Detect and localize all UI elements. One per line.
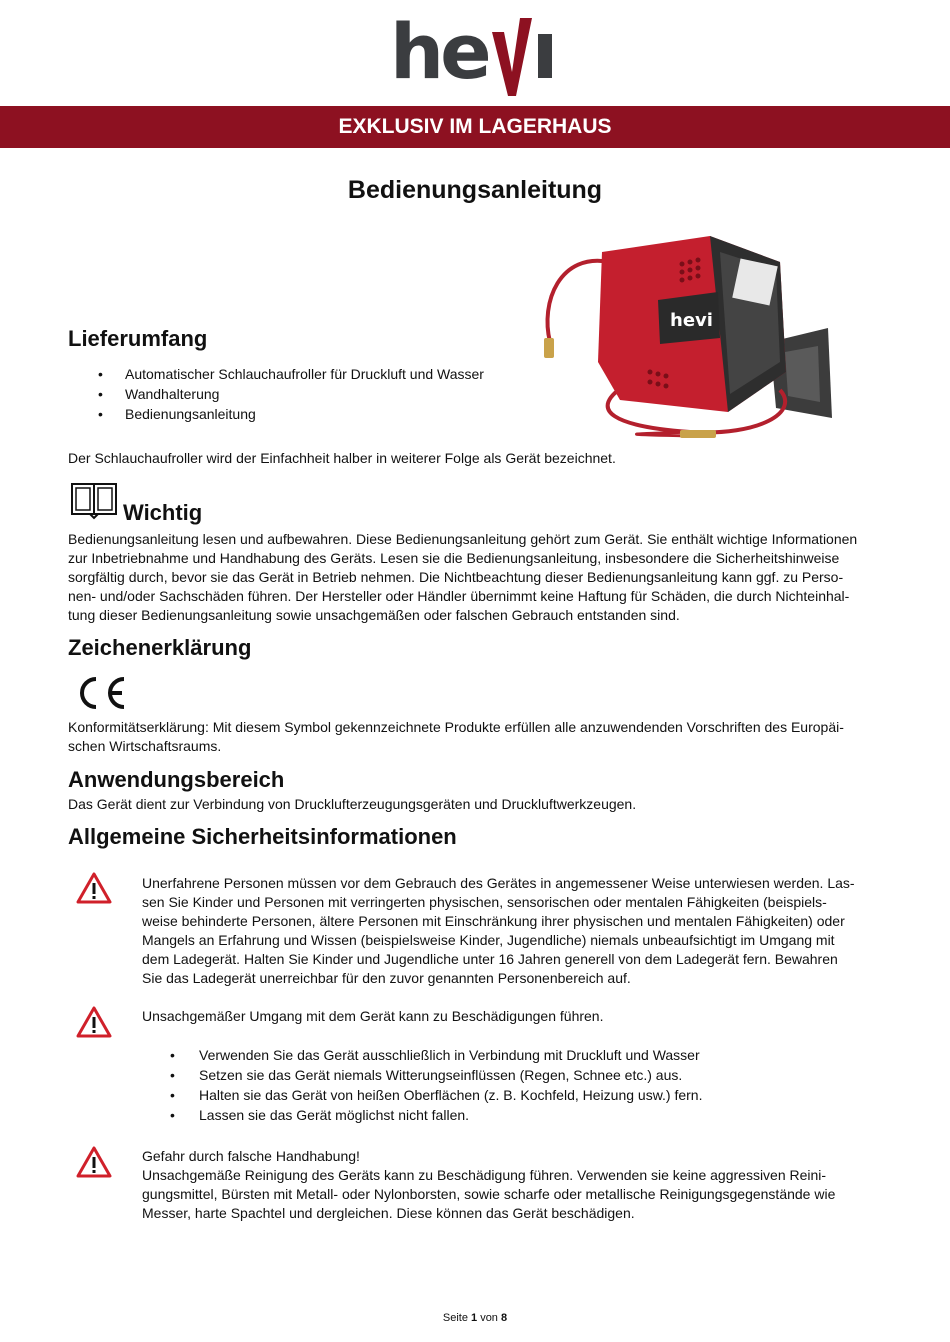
text-line: Messer, harte Spachtel und dergleichen. Diese können das Gerät beschädigen.: [142, 1205, 635, 1221]
safety-list: [170, 1045, 702, 1125]
footer-mid: von: [480, 1312, 498, 1324]
list-item: • Halten sie das Gerät von heißen Oberflächen (z. B. Kochfeld, Heizung usw.) fern.: [170, 1085, 702, 1105]
anwendung-text: Das Gerät dient zur Verbindung von Drucklufterzeugungsgeräten und Druckluftwerkzeugen.: [68, 796, 637, 812]
footer-prefix: Seite: [442, 1312, 468, 1324]
logo-v-mark: [492, 18, 532, 96]
list-item: • Wandhalterung: [98, 384, 484, 404]
page-number: 1: [471, 1312, 478, 1324]
wichtig-heading: Wichtig: [123, 500, 203, 525]
warning-triangle-icon: [76, 872, 112, 904]
book-icon: [70, 480, 118, 520]
hose-reel-image: [540, 222, 840, 444]
warning-triangle-icon: [76, 1006, 112, 1038]
product-logo-label: hevi: [670, 310, 713, 331]
page-footer: [0, 1312, 950, 1324]
logo-text-he: he: [390, 12, 488, 96]
lieferumfang-note: Der Schlauchaufroller wird der Einfachheit halber in weiterer Folge als Gerät bezeichnet.: [68, 450, 616, 466]
list-item: • Setzen sie das Gerät niemals Witterungseinflüssen (Regen, Schnee etc.) aus.: [170, 1065, 702, 1085]
safety-block-1: [142, 874, 877, 988]
exclusive-banner: EXKLUSIV IM LAGERHAUS: [0, 106, 950, 148]
hevi-logo: [388, 12, 563, 98]
text-line: weise behinderte Personen, ältere Personen mit Einschränkung ihrer physischen und mentalen Fähigkeiten) oder: [142, 913, 845, 929]
document-title: Bedienungsanleitung: [347, 176, 603, 204]
text-line: Unerfahrene Personen müssen vor dem Gebrauch des Gerätes in angemessener Weise unterwiesen werden. Las-: [142, 875, 855, 891]
text-line: Bedienungsanleitung lesen und aufbewahren. Diese Bedienungsanleitung gehört zum Gerät. Sie enthält wichtige Informationen: [68, 531, 858, 547]
ce-mark-icon: [72, 675, 128, 711]
text-line: nen- und/oder Sachschäden führen. Der Hersteller oder Händler übernimmt keine Haftung für Schäden, die durch Nichteinhal-: [68, 588, 850, 604]
text-line: Gefahr durch falsche Handhabung!: [142, 1148, 360, 1164]
text-line: dem Ladegerät. Halten Sie Kinder und Jugendliche unter 16 Jahren generell von dem Ladegerät fern. Bewahren: [142, 951, 838, 967]
list-item: • Bedienungsanleitung: [98, 404, 484, 424]
text-line: Konformitätserklärung: Mit diesem Symbol gekennzeichnete Produkte erfüllen alle anzuwendenden Vorschriften des Europäi-: [68, 719, 844, 735]
page-total: 8: [501, 1312, 508, 1324]
zeichen-heading: Zeichenerklärung: [68, 635, 252, 660]
sicherheit-heading: Allgemeine Sicherheitsinformationen: [68, 824, 457, 849]
text-line: gungsmittel, Bürsten mit Metall- oder Nylonborsten, sowie scharfe oder metallische Reinigungsgegenstände wie: [142, 1186, 836, 1202]
lieferumfang-heading: Lieferumfang: [68, 326, 208, 351]
text-line: Mangels an Erfahrung und Wissen (beispielsweise Kinder, Jugendliche) niemals unbeaufsichtigt im Umgang mit: [142, 932, 835, 948]
text-line: sen Sie Kinder und Personen mit verringerten physischen, sensorischen oder mentalen Fähigkeiten (beispiels-: [142, 894, 827, 910]
text-line: schen Wirtschaftsraums.: [68, 738, 222, 754]
zeichen-text: [68, 718, 883, 756]
text-line: zur Inbetriebnahme und Handhabung des Geräts. Lesen sie die Bedienungsanleitung, insbesondere die Sicherheitshinweise: [68, 550, 840, 566]
list-item: • Automatischer Schlauchaufroller für Druckluft und Wasser: [98, 364, 484, 384]
anwendung-heading: Anwendungsbereich: [68, 767, 285, 792]
list-item: • Lassen sie das Gerät möglichst nicht fallen.: [170, 1105, 702, 1125]
safety-block-2: Unsachgemäßer Umgang mit dem Gerät kann zu Beschädigungen führen.: [142, 1008, 604, 1024]
text-line: tung dieser Bedienungsanleitung sowie unsachgemäßen oder falschen Gebrauch entstanden sind.: [68, 607, 680, 623]
text-line: Sie das Ladegerät unerreichbar für den zuvor genannten Personenbereich auf.: [142, 970, 631, 986]
list-item: • Verwenden Sie das Gerät ausschließlich in Verbindung mit Druckluft und Wasser: [170, 1045, 702, 1065]
text-line: sorgfältig durch, bevor sie das Gerät in Betrieb nehmen. Die Nichtbeachtung dieser Bedienungsanleitung kann ggf. zu Perso-: [68, 569, 844, 585]
warning-triangle-icon: [76, 1146, 112, 1178]
wichtig-text: [68, 530, 883, 625]
safety-block-3: [142, 1147, 877, 1223]
text-line: Unsachgemäße Reinigung des Geräts kann zu Beschädigung führen. Verwenden sie keine aggressiven Reini-: [142, 1167, 827, 1183]
logo-i-mark: [538, 34, 552, 78]
lieferumfang-list: [98, 364, 484, 424]
